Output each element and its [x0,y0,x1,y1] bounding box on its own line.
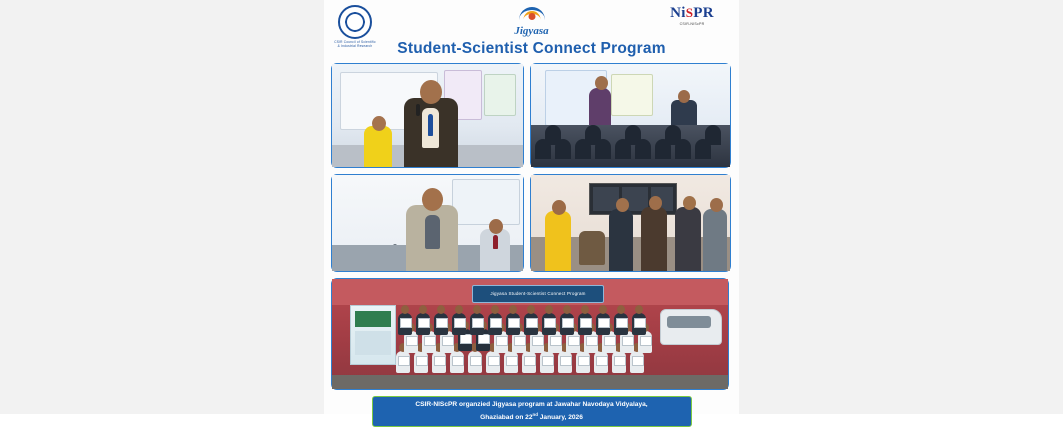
photo-4-scene [531,175,730,271]
niscpr-logo-subtitle: CSIR-NIScPR [679,22,705,26]
photo-row-3 [331,278,732,390]
page-gutter-right [739,0,1063,414]
group-photo-banner [472,285,604,303]
csir-logo [334,5,376,48]
jigyasa-logo [487,5,577,37]
photo-2-scene [531,64,730,167]
group-photo-banner-text: Jigyasa Student-Scientist Connect Program [490,291,586,296]
page-gutter-left [0,0,324,414]
niscpr-wordmark-left: Ni [670,5,686,21]
caption-ordinal-suffix: nd [532,412,538,417]
photo-group-photograph [331,278,729,390]
caption-line-1: CSIR-NIScPR organzied Jigyasa program at Jawahar Navodaya Vidyalaya, [415,401,648,408]
photo-classroom-speaker [331,63,524,168]
caption-line-2-pre: Ghaziabad on 22 [480,414,533,422]
photo-5-scene [332,279,728,389]
photo-1-scene [332,64,523,167]
csir-emblem-icon [338,5,372,39]
photo-3-scene [332,175,523,271]
caption-ribbon-wrap [334,396,729,427]
photo-lab-interaction [331,174,524,272]
caption-line-2-post: January, 2026 [537,414,583,422]
photo-row-2 [331,174,732,272]
photo-auditorium-audience [530,63,731,168]
niscpr-wordmark [653,5,731,21]
page-title: Student-Scientist Connect Program [397,40,666,57]
event-standee [350,305,396,365]
poster-header [324,0,739,48]
jigyasa-wordmark: Jigyasa [514,25,549,37]
niscpr-wordmark-mid: S [685,5,694,20]
jigyasa-mark-icon [515,5,549,25]
photo-felicitation-ceremony [530,174,731,272]
event-caption [372,396,692,427]
csir-logo-caption: CSIR Council of Scientific & Industrial Research [334,40,376,48]
photo-row-1 [331,63,732,168]
group-crowd [394,317,662,379]
niscpr-logo [653,5,731,26]
parked-vehicle [660,309,722,345]
photo-grid [324,63,739,390]
poster [324,0,739,422]
niscpr-wordmark-right: PR [693,5,714,21]
